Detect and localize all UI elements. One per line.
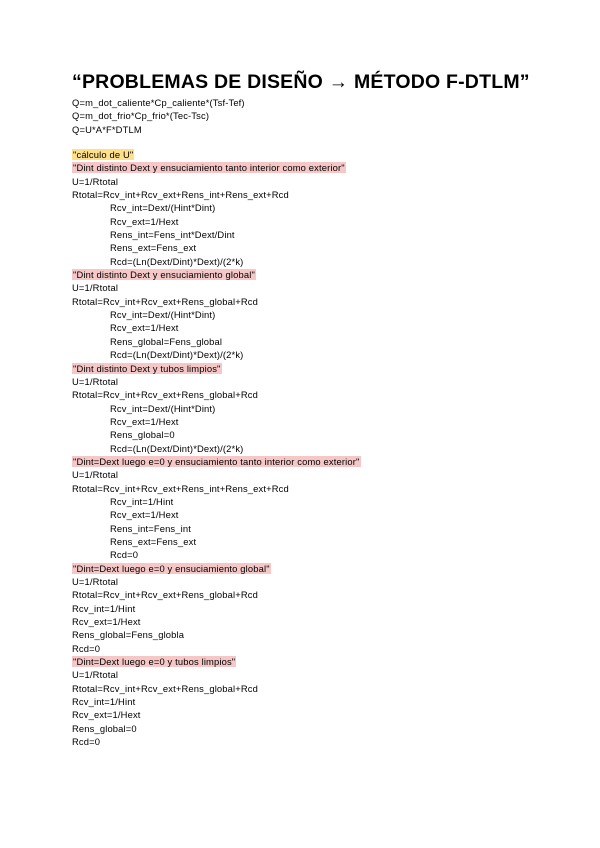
formula-line: Rtotal=Rcv_int+Rcv_ext+Rens_int+Rens_ext+Rcd [72, 189, 289, 201]
formula-line: Rcv_ext=1/Hext [72, 616, 141, 628]
formula-line: Rcd=(Ln(Dext/Dint)*Dext)/(2*k) [110, 255, 244, 267]
case-section [72, 362, 592, 455]
formula-line: Rens_int=Fens_int*Dext/Dint [110, 229, 235, 241]
section-header: "Dint=Dext luego e=0 y ensuciamiento tanto interior como exterior" [73, 455, 360, 467]
formula-line: Rcv_ext=1/Hext [72, 709, 141, 721]
formula-line: Rcv_int=1/Hint [72, 602, 136, 614]
formula-line: Rens_ext=Fens_ext [110, 535, 197, 547]
formula-line: Rtotal=Rcv_int+Rcv_ext+Rens_global+Rcd [72, 589, 259, 601]
equation-line: Q=m_dot_frio*Cp_frio*(Tec-Tsc) [72, 110, 210, 122]
formula-line: U=1/Rtotal [72, 576, 119, 587]
formula-line: Rtotal=Rcv_int+Rcv_ext+Rens_global+Rcd [72, 682, 259, 694]
section-header: "Dint=Dext luego e=0 y tubos limpios" [73, 656, 236, 668]
formula-line: Rcd=0 [110, 549, 139, 561]
page-title: “PROBLEMAS DE DISEÑO → MÉTODO F-DTLM” [72, 71, 530, 93]
formula-line: Rcd=(Ln(Dext/Dint)*Dext)/(2*k) [110, 442, 244, 454]
case-section [72, 455, 592, 562]
case-section [72, 268, 592, 361]
formula-line: Rcv_int=Dext/(Hint*Dint) [110, 202, 216, 214]
case-section [72, 562, 592, 655]
heat-equations [72, 96, 245, 136]
formula-line: Rtotal=Rcv_int+Rcv_ext+Rens_global+Rcd [72, 389, 259, 401]
calc-header: "cálculo de U" [73, 149, 134, 160]
equation-line: Q=m_dot_caliente*Cp_caliente*(Tsf-Tef) [72, 97, 245, 108]
case-section [72, 655, 592, 748]
formula-line: U=1/Rtotal [72, 375, 119, 387]
formula-line: U=1/Rtotal [72, 469, 119, 481]
formula-line: Rens_global=Fens_globla [72, 629, 185, 641]
formula-line: Rtotal=Rcv_int+Rcv_ext+Rens_global+Rcd [72, 295, 259, 307]
formula-line: Rcv_ext=1/Hext [110, 215, 179, 227]
case-section [72, 161, 592, 268]
section-header: "Dint=Dext luego e=0 y ensuciamiento global" [73, 562, 270, 574]
formula-line: Rens_global=0 [72, 722, 137, 734]
formula-line: Rcv_int=1/Hint [110, 495, 174, 507]
formula-line: Rens_ext=Fens_ext [110, 242, 197, 254]
formula-line: Rens_int=Fens_int [110, 522, 191, 534]
equation-line: Q=U*A*F*DTLM [72, 123, 142, 135]
formula-line: Rcv_int=Dext/(Hint*Dint) [110, 309, 216, 321]
formula-line: Rcv_ext=1/Hext [110, 322, 179, 334]
formula-line: Rtotal=Rcv_int+Rcv_ext+Rens_int+Rens_ext+Rcd [72, 482, 289, 494]
formula-line: Rens_global=Fens_global [110, 335, 223, 347]
section-header: "Dint distinto Dext y ensuciamiento global" [73, 269, 255, 281]
section-header: "Dint distinto Dext y ensuciamiento tanto interior como exterior" [73, 162, 345, 174]
formula-line: Rens_global=0 [110, 429, 175, 441]
formula-line: U=1/Rtotal [72, 282, 119, 294]
formula-line: Rcd=(Ln(Dext/Dint)*Dext)/(2*k) [110, 349, 244, 361]
section-header: "Dint distinto Dext y tubos limpios" [73, 362, 221, 374]
formula-line: U=1/Rtotal [72, 669, 119, 681]
formula-line: Rcv_int=Dext/(Hint*Dint) [110, 402, 216, 414]
formula-line: Rcd=0 [72, 736, 101, 748]
formula-line: Rcv_int=1/Hint [72, 696, 136, 708]
formula-line: U=1/Rtotal [72, 175, 119, 187]
u-calculation [72, 148, 592, 748]
formula-line: Rcd=0 [72, 642, 101, 654]
formula-line: Rcv_ext=1/Hext [110, 509, 179, 521]
formula-line: Rcv_ext=1/Hext [110, 415, 179, 427]
